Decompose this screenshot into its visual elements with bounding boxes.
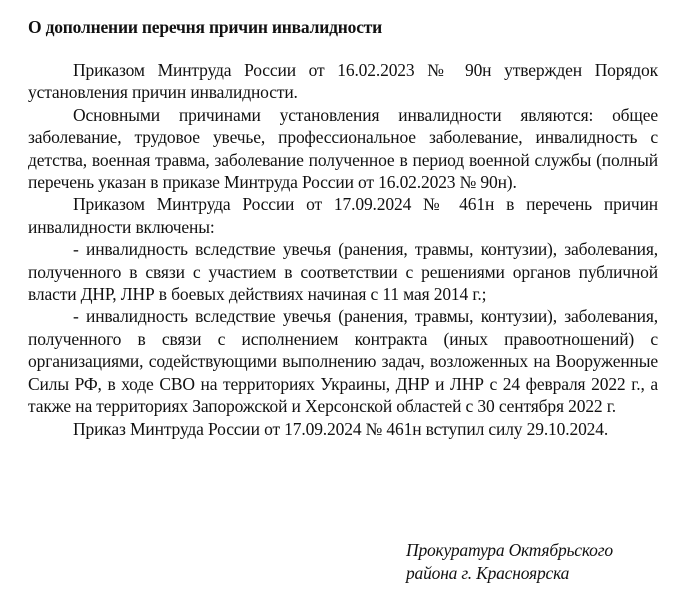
paragraph-main-causes: Основными причинами установления инвалидности являются: общее заболевание, трудовое увечье, профессиональное заболевание, инвалидность с детства, военная травма, заболевание полученное в период военной службы (полный перечень указан в приказе Минтруда России от 16.02.2023 № 90н). bbox=[28, 104, 658, 193]
paragraph-order-90n: Приказом Минтруда России от 16.02.2023 № 90н утвержден Порядок установления причин инвалидности. bbox=[28, 60, 658, 103]
paragraph-order-461n: Приказом Минтруда России от 17.09.2024 № 461н в перечень причин инвалидности включены: bbox=[28, 194, 658, 237]
list-item-svo-contract: - инвалидность вследствие увечья (ранения, травмы, контузии), заболевания, полученного в связи с исполнением контракта (иных правоотношений) с организациями, содействующими выполнению задач, возложенных на Вооруженные Силы РФ, в ходе СВО на территориях Украины, ДНР и ЛНР с 24 февраля 2022 г., а также на территориях Запорожской и Херсонской областей с 30 сентября 2022 г. bbox=[28, 306, 658, 417]
document-body bbox=[28, 16, 658, 440]
list-item-dnr-lnr: - инвалидность вследствие увечья (ранения, травмы, контузии), заболевания, полученного в связи с участием в соответствии с решениями органов публичной власти ДНР, ЛНР в боевых действиях начиная с 11 мая 2014 г.; bbox=[28, 239, 658, 305]
signature-line-2: района г. Красноярска bbox=[406, 562, 570, 583]
document-title: О дополнении перечня причин инвалидности bbox=[28, 17, 383, 37]
paragraph-effective-date: Приказ Минтруда России от 17.09.2024 № 461н вступил силу 29.10.2024. bbox=[73, 418, 609, 439]
signature-block bbox=[406, 539, 613, 584]
signature-line-1: Прокуратура Октябрьского bbox=[406, 540, 613, 560]
